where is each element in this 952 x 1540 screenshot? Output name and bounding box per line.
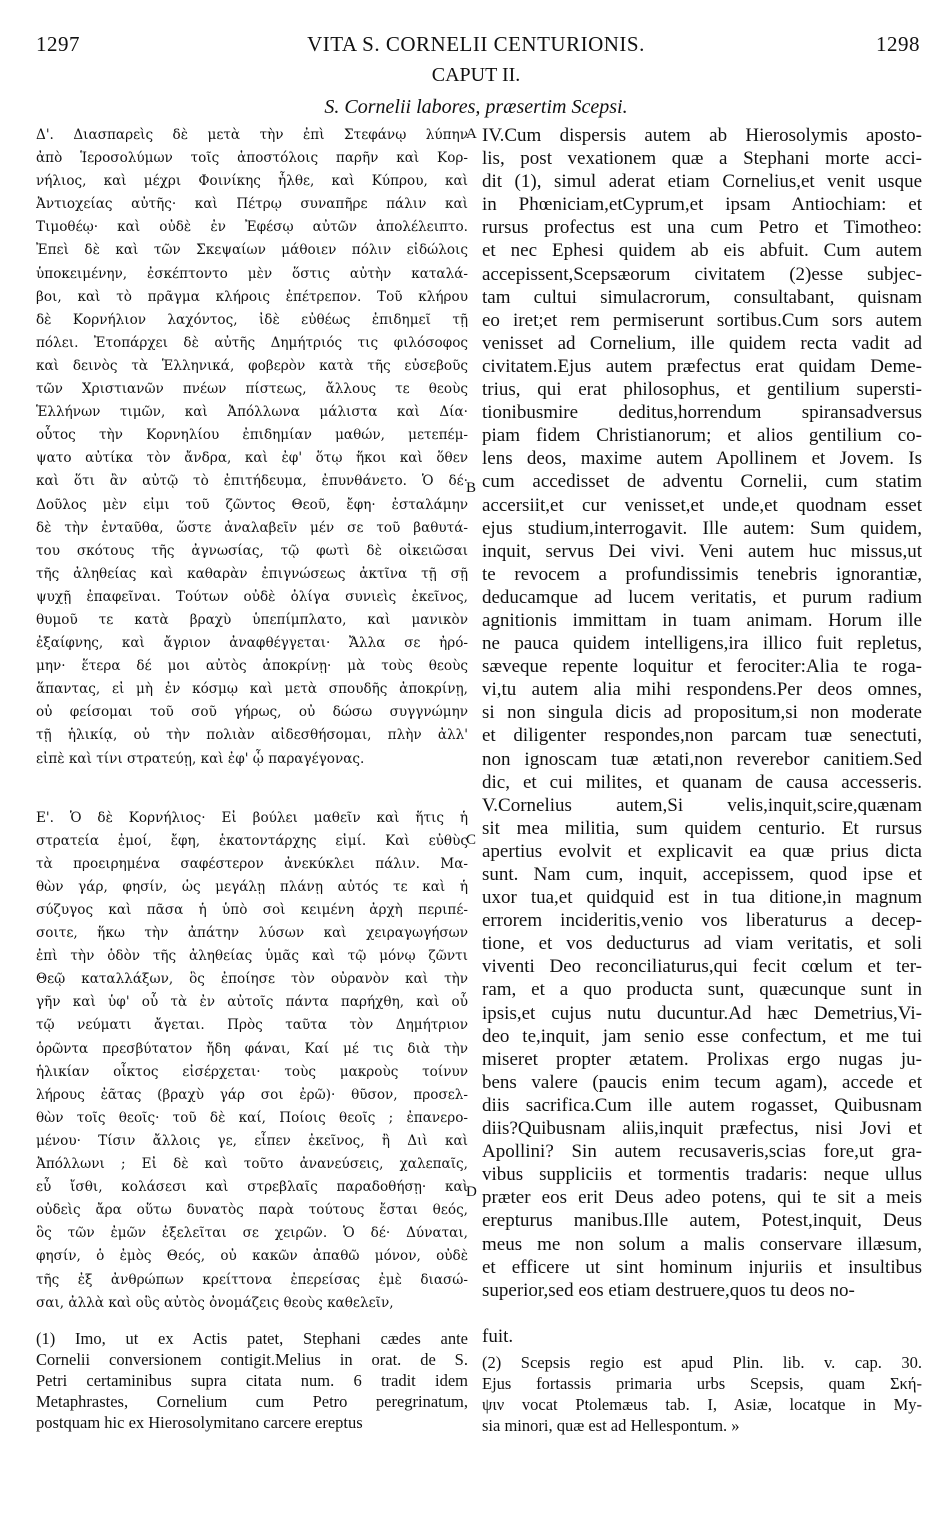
footnote-2 — [482, 1352, 922, 1436]
greek-text-line: εἰπὲ καὶ τίνι στρατεύῃ, καὶ ἐφ' ᾧ παραγέγονας. — [36, 750, 365, 767]
latin-text-line: non ignoscam tuæ ætati,non reverebor canitiem.Sed — [482, 748, 922, 770]
latin-text-line: sit mea militia, sum quidem centurio. Et rursus — [482, 817, 922, 839]
greek-text-line: ὁρῶντα πρεσβύτατον ἤδη φάναι, Καί μέ τις διὰ τὴν — [36, 1040, 468, 1057]
latin-text-line: deo te,inquit, jam senio esse confectum, et me tui — [482, 1025, 922, 1047]
greek-text-line: Θεῷ καταλλάξων, ὃς ἐποίησε τὸν οὐρανὸν καὶ τὴν — [36, 971, 468, 988]
footnote-line: sia minori, quæ est ad Hellespontum. » — [482, 1416, 740, 1435]
greek-text-line: δὲ τὴν ἐνταῦθα, ὥστε ἀναλαβεῖν μέν σε τοῦ βαθυτά- — [36, 519, 468, 536]
latin-text-line: te revocem a profundissimis tenebris ignorantiæ, — [482, 563, 922, 585]
latin-text-line: miseret propter ætatem. Prolixas ergo nugas ju- — [482, 1048, 922, 1070]
greek-text-line: Ἀντιοχείας αὐτῆς· καὶ Πέτρῳ συναπῆρε πάλιν καὶ — [36, 196, 468, 213]
latin-text-line: tionibusmire deditus,horrendum spiransadversus — [482, 402, 922, 424]
greek-column — [36, 124, 468, 1315]
latin-text-line: dic, et cui milites, et quanam de causa accesseris. — [482, 771, 922, 793]
greek-text-line: τὰ προειρημένα σαφέστερον ἀνεκύκλει πάλιν. Μα- — [36, 855, 468, 872]
footnote-1 — [36, 1328, 468, 1433]
latin-text-line: accepissent,Scepsæorum civitatem (2)esse subjec- — [482, 263, 922, 285]
greek-text-line: οὐ φείσομαι τοῦ σοῦ γήρως, οὐ δώσω συγγνώμην — [36, 704, 468, 721]
latin-text-line: vi,tu autem alia mihi respondens.Per deos omnes, — [482, 679, 922, 701]
margin-letter-d: D — [466, 1184, 477, 1200]
margin-letter-b: B — [466, 480, 477, 496]
latin-text-line: inquit, servus Dei vivi. Veni autem huc missus,ut — [482, 540, 922, 562]
greek-text-line: τῆς ἐξ ἀνθρώπων κρείττονα ἐπερείσας ἐμὲ διασώ- — [36, 1271, 468, 1288]
latin-text-line: ne pauca quidem intelligens,ira illico fuit repletus, — [482, 633, 922, 655]
footnote-line: Metaphrastes, Cornelium cum Petro peregrinatum, — [36, 1392, 468, 1411]
latin-text-line: præter eos erit Deus adeo potens, qui te sit a meis — [482, 1187, 922, 1209]
latin-column-end: fuit. — [482, 1326, 514, 1347]
greek-text-line: ἅπαντας, εἰ μὴ ἐν κόσμῳ καὶ μετὰ σπουδῆς ἀποκρίνῃ, — [36, 681, 468, 698]
greek-text-line: Ε'. Ὁ δὲ Κορνήλιος· Εἰ βούλει μαθεῖν καὶ ἥτις ἡ — [36, 809, 468, 826]
latin-text-line: eo iret;et rem permiserunt sortibus.Cum sors autem — [482, 309, 922, 331]
greek-text-line: ψυχῇ ἐπαφεῖναι. Τούτων οὐδὲ ὀλίγα συνιεὶς ἐκεῖνος, — [36, 588, 468, 605]
latin-text-line: errorem incideritis,venio vos liberaturus a decep- — [482, 910, 922, 932]
latin-column — [482, 124, 922, 1302]
latin-text-line: apertius evolvit et explicavit ea quæ prius dicta — [482, 840, 922, 862]
latin-text-line: tam cultui simulacrorum, consultabant, quisnam — [482, 286, 922, 308]
latin-text-line: tione, et vos deducturus ad viam veritatis, et soli — [482, 933, 922, 955]
latin-text-line: dit (1), simul aderat etiam Cornelius,et venit usque — [482, 171, 922, 193]
margin-letter-a: A — [466, 126, 477, 142]
greek-text-line: Δ'. Διασπαρεὶς δὲ μετὰ τὴν ἐπὶ Στεφάνῳ λύπην — [36, 127, 468, 143]
greek-text-line: ἀπὸ Ἱεροσολύμων τοῖς ἀποστόλοις παρῆν καὶ Κορ- — [36, 150, 468, 167]
latin-text-line: meus me non solum a malis conservare illæsum, — [482, 1233, 922, 1255]
page-number-left: 1297 — [36, 32, 80, 56]
greek-text-line: δὲ Κορνήλιον λαχόντος, ἰδὲ εὐθέως ἐπιδημεῖ τῇ — [36, 311, 468, 328]
latin-text-line: in Phœniciam,etCyprum,et ipsam Antiochiam: et — [482, 194, 922, 216]
footnote-line: (2) Scepsis regio est apud Plin. lib. v. cap. 30. — [482, 1353, 922, 1372]
latin-text-line: et nec Ephesi quidem ab eis abfuit. Cum autem — [482, 240, 922, 262]
greek-text-line: σοιτε, ἥκω τὴν ἀπάτην λύσων καὶ χειραγωγήσων — [36, 925, 468, 942]
footnote-line: Cornelii conversionem contigit.Melius in orat. de S. — [36, 1350, 468, 1369]
latin-text-line: ejus studium,interrogavit. Ille autem: Sum quidem, — [482, 517, 922, 539]
greek-text-line: του σκότους τῆς ἀγνωσίας, τῷ φωτὶ δὲ οἰκειῶσαι — [36, 542, 468, 559]
latin-text-line: et efficere ut sint hominum injuriis et insultibus — [482, 1256, 922, 1278]
greek-text-line: τῇ ἡλικίᾳ, οὐ τὴν πολιὰν αἰδεσθήσομαι, πλὴν ἀλλ' — [36, 727, 468, 744]
greek-text-line: νήλιος, καὶ μέχρι Φοινίκης ἦλθε, καὶ Κύπρου, καὶ — [36, 173, 468, 190]
greek-text-line: φησίν, ὁ ἐμὸς Θεός, οὐ κακῶν ἀπαθῶ μόνον, οὐδὲ — [36, 1248, 468, 1265]
latin-text-line: lens deos, maxime autem Apollinem et Jovem. Is — [482, 448, 922, 470]
footnote-line: Ejus fortassis primaria urbs Scepsis, quam Σκή- — [482, 1374, 922, 1393]
latin-text-line: erepturus manibus.Ille autem, Potest,inquit, Deus — [482, 1210, 922, 1232]
greek-text-line: καὶ ὅτι ἂν αὐτῷ τὸ ἐπιτήδευμα, ἐπυνθάνετο. Ὁ δέ· — [36, 473, 468, 490]
greek-text-line: Ἀπόλλωνι ; Εἰ δὲ καὶ τοῦτο ἀνανεύσεις, χαλεπαῖς, — [36, 1156, 468, 1173]
greek-text-line: οὐδεὶς ἄρα οὕτω δυνατὸς παρὰ τούτους ἔσται θεός, — [36, 1202, 468, 1219]
greek-text-line: οὗτος τὴν Κορνηλίου ἐπιδημίαν μαθών, μετεπέμ- — [36, 427, 468, 444]
greek-text-line: ὃς τῶν ἐμῶν ἐξελεῖται σε χειρῶν. Ὁ δέ· Δύναται, — [36, 1225, 468, 1242]
latin-text-line: vibus suppliciis et tormentis tradaris: neque ullus — [482, 1164, 922, 1186]
latin-text-line: sæveque repente loquitur et ferociter:Alia te roga- — [482, 656, 922, 678]
latin-text-line: lis, post vexationem quæ a Stephani morte acci- — [482, 148, 922, 170]
latin-text-line: accersiit,et cur venisset,et unde,et quodnam esset — [482, 494, 922, 516]
greek-text-line: σύζυγος καὶ πᾶσα ἡ ὑπὸ σοὶ κειμένη ἀρχὴ περιπέ- — [36, 902, 468, 918]
latin-text-line: deducamque ad lucem veritatis, et purum radium — [482, 586, 922, 608]
greek-text-line: ψατο αὐτίκα τὸν ἄνδρα, καὶ ἐφ' ὅτῳ ἥκοι καὶ ὅθεν — [36, 450, 468, 467]
greek-text-line: τῷ νεύματι ἄγεται. Πρὸς ταῦτα τὸν Δημήτριον — [36, 1017, 468, 1034]
latin-text-line: agnitionis immittam in tuam animam. Horum ille — [482, 609, 922, 631]
greek-text-line: θὼν γάρ, φησίν, ὡς μεγάλῃ πλάνῃ αὐτός τε καὶ ἡ — [36, 878, 468, 895]
greek-text-line: Δοῦλος μὲν εἰμι τοῦ ζῶντος Θεοῦ, ἔφη· ἐσταλάμην — [36, 496, 468, 513]
greek-text-line: θυμοῦ τε κατὰ βραχὺ ὑπεπίμπλατο, καὶ μανικὸν — [36, 611, 468, 628]
latin-text-line: uxor tua,et quidquid est in tua ditione,in magnum — [482, 887, 922, 909]
greek-text-line: ἐπὶ τὴν ὁδὸν τῆς ἀληθείας ὑμᾶς καὶ τῷ μόνῳ ζῶντι — [36, 948, 468, 965]
footnote-line: postquam hic ex Hierosolymitano carcere ereptus — [36, 1413, 363, 1432]
chapter-heading: CAPUT II. — [431, 64, 521, 86]
chapter-subtitle: S. Cornelii labores, præsertim Scepsi. — [324, 96, 628, 118]
greek-text-line: Ἑλλήνων τιμῶν, καὶ Ἀπόλλωνα μάλιστα καὶ Δία· — [36, 404, 468, 421]
latin-text-line: IV.Cum dispersis autem ab Hierosolymis aposto- — [482, 125, 922, 146]
latin-text-line: venisset ad Cornelium, ille quidem recta vadit ad — [482, 332, 922, 354]
latin-text-line: piam fidem Christianorum; et alios gentilium co- — [482, 425, 922, 447]
latin-text-line: et diligenter respondes,non parcam tuæ senectuti, — [482, 725, 922, 747]
greek-text-line: στρατεία ἐμοί, ἔφη, ἑκατοντάρχης εἰμί. Καὶ εὐθὺς — [36, 832, 468, 849]
greek-text-line — [36, 771, 468, 807]
footnote-line: Petri certaminibus supra citata num. 6 tradit idem — [36, 1371, 468, 1390]
greek-text-line: ἐξαίφνης, καὶ ἄγριον ἀναφθέγγεται· Ἄλλα σε ἠρό- — [36, 635, 468, 652]
latin-text-line: V.Cornelius autem,Si velis,inquit,scire,quænam — [482, 794, 922, 816]
greek-text-line: εὖ ἴσθι, κολάσεσι καὶ στρεβλαῖς παραδοθήσῃ· καὶ — [36, 1179, 468, 1196]
greek-text-line: τῶν Χριστιανῶν πνέων πίστεως, ἄλλους τε θεοὺς — [36, 381, 468, 398]
greek-text-line: καὶ δεινὸς τὰ Ἑλληνικά, φοβερὸν κατὰ τῆς εὐσεβοῦς — [36, 357, 468, 374]
greek-text-line: γῆν καὶ ὑφ' οὗ τὰ ἐν αὐτοῖς πάντα παρήχθη, καὶ οὗ — [36, 994, 468, 1011]
page-number-right: 1298 — [876, 32, 920, 56]
latin-text-line: Apollini? Sin autem recusaveris,scias fore,ut gra- — [482, 1141, 922, 1163]
greek-text-line: μένου· Τίσιν ἄλλοις γε, εἶπεν ἐκεῖνος, ἢ Διὶ καὶ — [36, 1132, 468, 1149]
latin-text-line: superior,sed eos etiam destruere,quos tu deos no- — [482, 1279, 855, 1301]
latin-text-line: cum accedisset de adventu Cornelii, cum statim — [482, 471, 922, 493]
latin-text-line: bens valere (paucis enim tecum agam), accede et — [482, 1071, 922, 1093]
latin-text-line: diis sacrifica.Cum ille autem rogasset, Quibusnam — [482, 1094, 922, 1116]
latin-text-line: ram, et a quo producta sunt, quæcunque sunt in — [482, 979, 922, 1001]
footnote-line: (1) Imo, ut ex Actis patet, Stephani cædes ante — [36, 1329, 468, 1348]
latin-text-line: diis?Quibusnam aliis,inquit præfectus, nisi Jovi et — [482, 1118, 922, 1140]
greek-text-line: σαι, ἀλλὰ καὶ οὓς αὐτὸς ὀνομάζεις θεοὺς καθελεῖν, — [36, 1294, 394, 1311]
greek-text-line: Τιμοθέῳ· καὶ οὐδὲ ἐν Ἐφέσῳ αὐτῶν ἀπολέλειπτο. — [36, 219, 468, 236]
latin-text-line: si non singula dicis ad propositum,si non moderate — [482, 702, 922, 724]
greek-text-line: βοι, καὶ τὸ πρᾶγμα κλήροις ἐπέτρεπον. Τοῦ κλήρου — [36, 288, 468, 305]
latin-text-line: viventi Deo reconciliaturus,qui fecit cœlum et ter- — [482, 956, 922, 978]
greek-text-line: θὼν τοῖς θεοῖς· τοῦ δὲ καί, Ποίοις θεοῖς ; ἐπανερο- — [36, 1109, 468, 1126]
greek-text-line: Ἐπεὶ δὲ καὶ τῶν Σκεψαίων μάθοιεν πόλιν εἰδώλοις — [36, 242, 468, 259]
running-title: VITA S. CORNELII CENTURIONIS. — [307, 32, 645, 56]
margin-letter-c: C — [466, 832, 477, 848]
greek-text-line: μην· ἕτερα δέ μοι αὐτὸς ἀποκρίνῃ· μὰ τοὺς θεοὺς — [36, 658, 468, 675]
greek-text-line: ἡλικίαν οἶκτος εἰσέρχεται· τοὺς μακροὺς τοίνυν — [36, 1063, 468, 1080]
greek-text-line: τῆς ἀληθείας καὶ καθαρὰν ἐπιγνώσεως ἀκτῖνα τῇ σῇ — [36, 565, 468, 582]
latin-text-line: trius, qui erat philosophus, et gentilium supersti- — [482, 379, 922, 401]
latin-text-line: sunt. Nam cum, inquit, accepissem, quod ipse et — [482, 864, 922, 885]
footnote-line: ψιν vocat Ptolemæus tab. I, Asiæ, locatque in My- — [482, 1395, 922, 1414]
latin-text-line: civitatem.Ejus autem præfectus erat quidam Deme- — [482, 355, 922, 377]
latin-text-line: rursus profectus est una cum Petro et Timotheo: — [482, 217, 922, 239]
greek-text-line: λήρους ἐᾶτας (βραχὺ γάρ σοι ἐρῶ)· θῦσον, προσελ- — [36, 1086, 468, 1103]
latin-text-line: ipsis,et cujus nutu ducuntur.Ad hæc Demetrius,Vi- — [482, 1002, 922, 1024]
greek-text-line: πόλει. Ἐτοπάρχει δὲ αὐτῆς Δημήτριός τις φιλόσοφος — [36, 334, 468, 351]
greek-text-line: ὑποκειμένην, ἐσκέπτοντο μὲν ὅστις αὐτὴν καταλά- — [36, 265, 468, 282]
